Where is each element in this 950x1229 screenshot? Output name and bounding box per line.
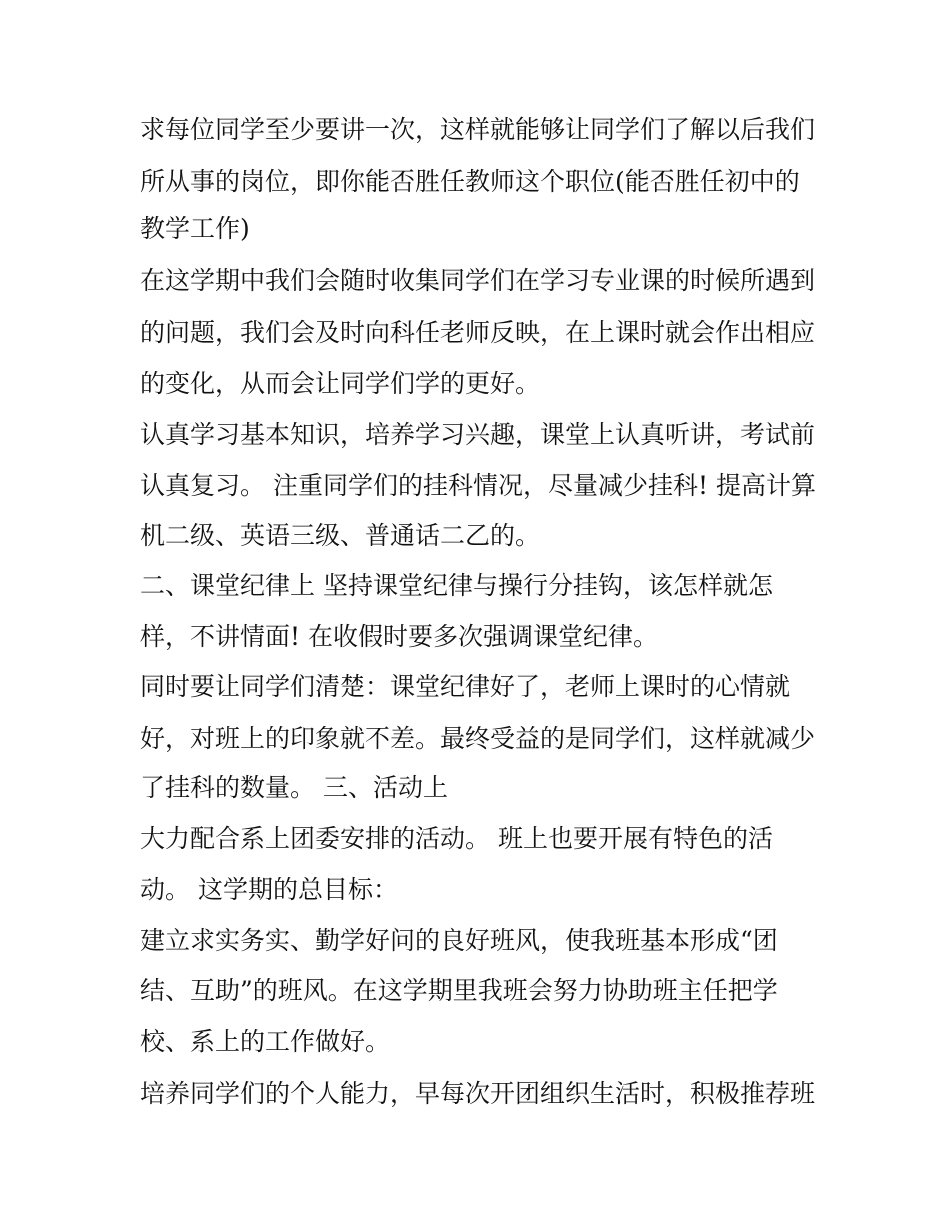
text-line: 校、系上的工作做好。: [140, 1027, 391, 1056]
text-line: 在这学期中我们会随时收集同学们在学习专业课的时候所遇到: [140, 266, 816, 295]
text-line: 的变化，从而会让同学们学的更好。: [140, 369, 541, 398]
text-line: 认真学习基本知识，培养学习兴趣，课堂上认真听讲，考试前: [140, 420, 816, 449]
text-line: 好，对班上的印象就不差。最终受益的是同学们，这样就减少: [140, 724, 816, 753]
text-line: 机二级、英语三级、普通话二乙的。: [140, 521, 541, 550]
text-line: 建立求实务实、勤学好问的良好班风，使我班基本形成“团: [140, 926, 778, 955]
text-line: 培养同学们的个人能力，早每次开团组织生活时，积极推荐班: [140, 1079, 816, 1108]
text-line: 了挂科的数量。 三、活动上: [140, 773, 448, 802]
text-line: 所从事的岗位，即你能否胜任教师这个职位(能否胜任初中的: [140, 167, 800, 196]
text-line: 动。 这学期的总目标：: [140, 875, 398, 904]
text-line: 认真复习。 注重同学们的挂科情况，尽量减少挂科! 提高计算: [140, 471, 816, 500]
text-line: 求每位同学至少要讲一次，这样就能够让同学们了解以后我们: [140, 115, 816, 144]
text-line: 结、互助”的班风。在这学期里我班会努力协助班主任把学: [140, 976, 778, 1005]
text-line: 大力配合系上团委安排的活动。 班上也要开展有特色的活: [140, 824, 773, 853]
text-line: 教学工作): [140, 214, 250, 243]
text-line: 的问题，我们会及时向科任老师反映，在上课时就会作出相应: [140, 318, 816, 347]
text-line: 同时要让同学们清楚：课堂纪律好了，老师上课时的心情就: [140, 672, 791, 701]
text-line: 二、课堂纪律上 坚持课堂纪律与操行分挂钩，该怎样就怎: [140, 571, 773, 600]
text-line: 样，不讲情面! 在收假时要多次强调课堂纪律。: [140, 622, 658, 651]
